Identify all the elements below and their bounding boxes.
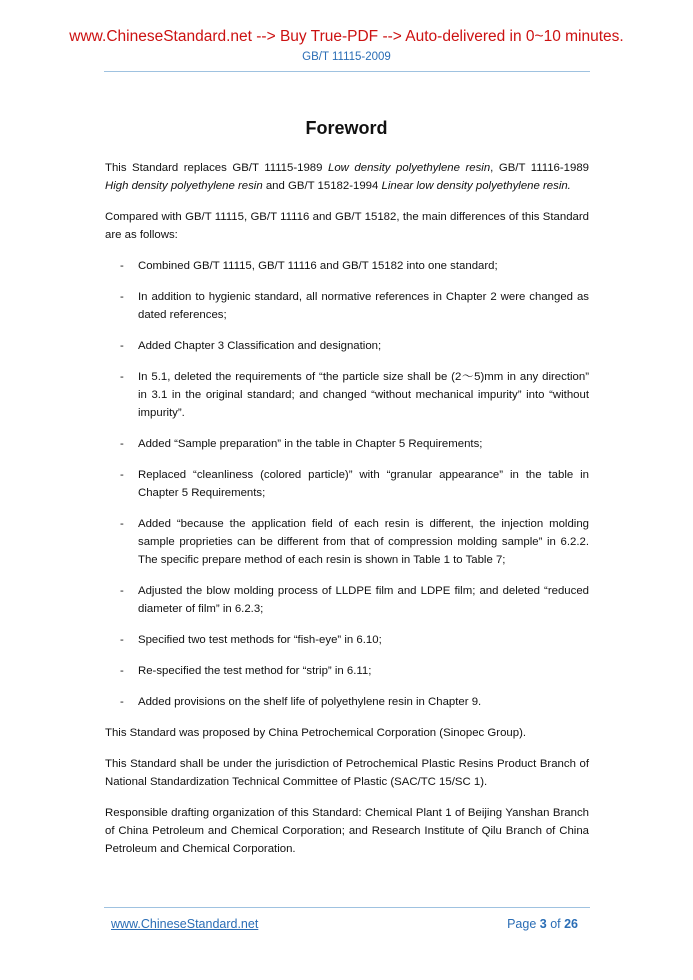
list-item-text: In addition to hygienic standard, all normative references in Chapter 2 were changed as dated references; [138, 291, 589, 321]
replaces-title-1: Low density polyethylene resin [328, 162, 491, 174]
list-item [105, 515, 589, 569]
list-item-text: Replaced “cleanliness (colored particle)” with “granular appearance” in the table in Chapter 5 Requirements; [138, 469, 589, 499]
page-current: 3 [539, 917, 547, 931]
list-item-text: In 5.1, deleted the requirements of “the particle size shall be (2～5)mm in any direction” in 3.1 in the original standard; and changed “without mechanical impurity” into “without impurity”. [138, 371, 589, 419]
proposed-paragraph: This Standard was proposed by China Petrochemical Corporation (Sinopec Group). [105, 727, 527, 739]
page-title: Foreword [305, 118, 388, 138]
list-item [105, 662, 589, 680]
compared-paragraph: Compared with GB/T 11115, GB/T 11116 and GB/T 15182, the main differences of this Standard are as follows: [105, 211, 589, 241]
list-item [105, 582, 589, 618]
list-item-text: Adjusted the blow molding process of LLDPE film and LDPE film; and deleted “reduced diameter of film” in 6.2.3; [138, 585, 589, 615]
list-item [105, 257, 589, 275]
page-of: of [546, 917, 565, 931]
list-item [105, 337, 589, 355]
list-item [105, 631, 589, 649]
list-item-text: Re-specified the test method for “strip” in 6.11; [138, 665, 372, 677]
differences-list [105, 257, 589, 711]
bullet-dash: - [120, 585, 124, 597]
list-item [105, 288, 589, 324]
header-banner-link[interactable]: www.ChineseStandard.net --> Buy True-PDF --> Auto-delivered in 0~10 minutes. [69, 28, 624, 45]
foreword-body [105, 159, 589, 871]
list-item [105, 693, 589, 711]
page-label: Page [507, 917, 540, 931]
list-item [105, 368, 589, 422]
bullet-dash: - [120, 634, 124, 646]
list-item-text: Combined GB/T 11115, GB/T 11116 and GB/T 15182 into one standard; [138, 260, 498, 272]
bullet-dash: - [120, 438, 124, 450]
replaces-paragraph [105, 159, 589, 195]
bullet-dash: - [120, 260, 124, 272]
footer-divider [104, 907, 590, 908]
list-item [105, 466, 589, 502]
replaces-text-2: , GB/T 11116-1989 [490, 162, 589, 174]
list-item-text: Specified two test methods for “fish-eye” in 6.10; [138, 634, 382, 646]
replaces-title-2: High density polyethylene resin [105, 180, 263, 192]
bullet-dash: - [120, 291, 124, 303]
page-total: 26 [564, 917, 578, 931]
bullet-dash: - [120, 518, 124, 530]
replaces-text-3: and GB/T 15182-1994 [262, 180, 382, 192]
bullet-dash: - [120, 340, 124, 352]
list-item-text: Added “because the application field of each resin is different, the injection molding sample proprieties can be different from that of compression molding sample” in 6.2.2. The specific prepare method of each resin is shown in Table 1 to Table 7; [138, 518, 589, 566]
list-item-text: Added Chapter 3 Classification and designation; [138, 340, 382, 352]
bullet-dash: - [120, 371, 124, 383]
list-item-text: Added provisions on the shelf life of polyethylene resin in Chapter 9. [138, 696, 482, 708]
list-item-text: Added “Sample preparation” in the table in Chapter 5 Requirements; [138, 438, 483, 450]
footer-website-link[interactable]: www.ChineseStandard.net [111, 917, 259, 931]
jurisdiction-paragraph: This Standard shall be under the jurisdiction of Petrochemical Plastic Resins Product Branch of National Standardization Technical Committee of Plastic (SAC/TC 15/SC 1). [105, 758, 589, 788]
bullet-dash: - [120, 696, 124, 708]
document-code: GB/T 11115-2009 [302, 51, 391, 63]
bullet-dash: - [120, 665, 124, 677]
replaces-text-1: This Standard replaces GB/T 11115-1989 [105, 162, 328, 174]
list-item [105, 435, 589, 453]
page-number [507, 916, 578, 932]
bullet-dash: - [120, 469, 124, 481]
replaces-title-3: Linear low density polyethylene resin. [381, 180, 571, 192]
drafting-paragraph: Responsible drafting organization of this Standard: Chemical Plant 1 of Beijing Yanshan Branch of China Petroleum and Chemical Corporation; and Research Institute of Qilu Branch of China Petroleum and Chemical Corporation. [105, 807, 589, 855]
header-divider [104, 71, 590, 72]
